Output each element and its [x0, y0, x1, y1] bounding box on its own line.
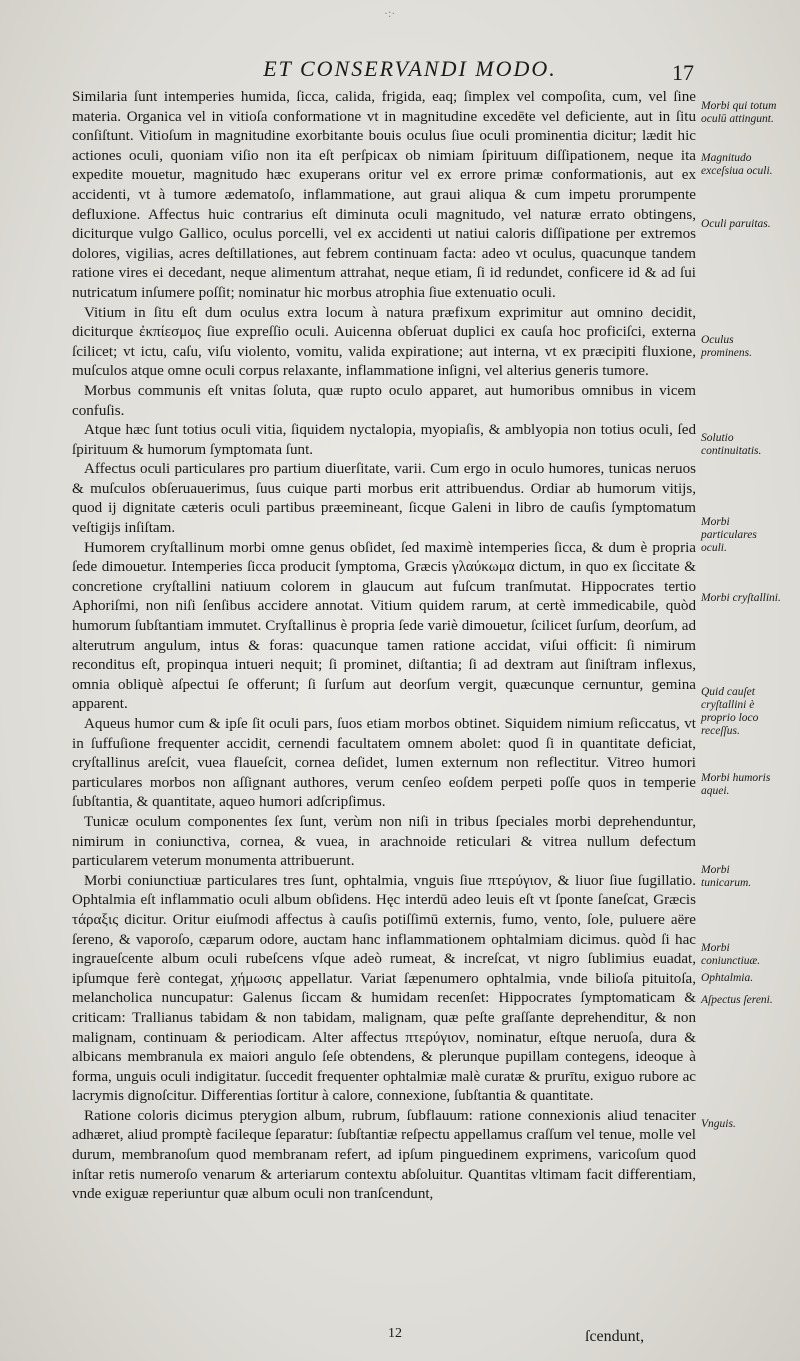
- main-text: [72, 88, 696, 1205]
- paragraph: Humorem cryſtallinum morbi omne genus obſidet, ſed maximè intemperies ſicca, & dum è propria ſede dimouetur. Intemperies ſicca producit ſymptoma, Græcis γλαύκωμα dictum, in quo ex ſiccitate & concretione cryſtallini natiuum colorem in glaucum aut fuſcum tranſmutat. Hippocrates tertio Aphoriſmi, non niſi ſenſibus accidere annotat. Vitium quidem rarum, at certè immedicabile, quòd humorum ſubſtantiam immutet. Cryſtallinus è propria ſede variè dimouetur, ſcilicet ſurſum, deorſum, ad alterutrum angulum, intus & foras: quacunque tamen ratione accidat, viſui officit: ſi nimirum reconditus eſt, propinqua intueri nequit; ſi prominet, diſtantia; ſi ad dextram aut ſiniſtram inflexus, omnia obliquè aſpectui ſe offerunt; ſi ſurſum aut deorſum vergit, quæcunque cernuntur, gemina apparent.: [72, 539, 696, 713]
- paragraph: Tunicæ oculum componentes ſex ſunt, verùm non niſi in tribus ſpeciales morbi deprehenduntur, nimirum in coniunctiva, cornea, & vuea, in arachnoide reticulari & vitrea nullum defectum particularem veterum monumenta attribuerunt.: [72, 813, 696, 870]
- marginal-note: Ophtalmia.: [701, 972, 754, 984]
- marginal-note: Vnguis.: [701, 1118, 736, 1130]
- marginal-note: Oculus prominens.: [701, 334, 753, 359]
- paragraph: Similaria ſunt intemperies humida, ſicca, calida, frigida, eaq; ſimplex vel compoſita, cum, vel ſine materia. Organica vel in vitioſa conformatione vt in magnitudine excedēte vel deficiente, aut in ſitu conſiſtunt. Vitioſum in magnitudine exorbitante bouis oculus ſiue oculi prominentia dicitur; lædit hic actiones oculi, quoniam viſio non ita eſt perſpicax ob nimiam ſpirituum diſſipationem, neque ita expedite mouetur, magnitudo hæc exuperans oritur vel ex errore primæ conformationis, aut ex accidenti, vt à tumore ædematoſo, inflammatione, aut graui aliqua & cum impetu prorumpente defluxione. Affectus huic contrarius eſt diminuta oculi magnitudo, vel naturæ errato obtingens, diciturque vulgo Gallico, oculus porcelli, vel ex accidenti ut natiui caloris diſſipatione per extremos dolores, vigilias, acres deſtillationes, aut febrem continuam facta: adeo vt oculus, quacunque tandem ratione vires ei decedant, neque alimentum attrahat, neque etiam, ſi id redundet, conficere id & ad ſui nutricatum inſumere poſſit; nominatur hic morbus atrophia ſiue extenuatio oculi.: [72, 89, 696, 301]
- marginal-note: Aſpectus ſereni.: [701, 994, 773, 1006]
- catchword: ſcendunt,: [585, 1328, 645, 1345]
- paragraph: Affectus oculi particulares pro partium diuerſitate, varii. Cum ergo in oculo humores, tunicas neruos & muſculos obſeruauerimus, ſuus cuique parti morbus erit attribuendus. Ordiar ab humorum vitijs, quod ij dignitate cæteris oculi partibus præemineant, ſicque Galeni in libro de cauſis ſymptomatum veſtigijs inſiſtam.: [72, 461, 696, 537]
- marginal-note: Solutio continuitatis.: [701, 432, 762, 457]
- marginal-note: Morbi humoris aquei.: [701, 772, 771, 797]
- marginal-note: Morbi particulares oculi.: [701, 516, 757, 554]
- paragraph: Aqueus humor cum & ipſe ſit oculi pars, ſuos etiam morbos obtinet. Siquidem nimium reſiccatus, vt in ſuffuſione frequenter accidit, cernendi facultatem omnem abolet: quod ſi in quantitate deficiat, cryſtallinus areſcit, vuea flaueſcit, cornea deſidet, lumen externum non reflectitur. Vitreo humori particulares morbos non aſſignant authores, verum cenſeo eoſdem perpeti poſſe quos in temperie ſubſtantia, & quantitate, aqueo humori adſcripſimus.: [72, 716, 696, 811]
- running-head: ET CONSERVANDI MODO.: [263, 56, 557, 81]
- paragraph: Atque hæc ſunt totius oculi vitia, ſiquidem nyctalopia, myopiaſis, & amblyopia non totius oculi, ſed ſpirituum & humorum ſymptomata ſunt.: [72, 422, 696, 458]
- marginal-note: Quid cauſet cryſtallini è proprio loco receſſus.: [701, 686, 759, 737]
- marginal-note: Oculi paruitas.: [701, 218, 771, 230]
- signature-mark: 12: [388, 1326, 402, 1341]
- paragraph: Vitium in ſitu eſt dum oculus extra locum à natura præfixum exprimitur aut omnino decidit, diciturque ἐκπίεσμος ſiue expreſſio oculi. Auicenna obſeruat duplici ex cauſa hoc proficiſci, externa ſcilicet; vt ictu, caſu, viſu violento, vomitu, valida expiratione; aut interna, vt ex præcipiti fluxione, muſculos atque omne oculi corpus relaxante, inflammatione inſigni, vel alterius generis tumore.: [72, 304, 696, 380]
- marginal-note: Morbi qui totum oculū attingunt.: [701, 100, 777, 125]
- marginal-note: Morbi tunicarum.: [701, 864, 752, 889]
- paragraph: Ratione coloris dicimus pterygion album, rubrum, ſubflauum: ratione connexionis aliud tenaciter adhæret, aliud promptè facileque ſeparatur: ſubſtantiæ reſpectu appellamus craſſum vel tenue, molle vel durum, membranoſum quod membranam refert, ad ipſum pinguedinem exprimens, varicoſum quod inſtar retis numeroſo venarum & arteriarum contextu abſoluitur. Quantitas vltimam facit differentiam, vnde exiguæ reperiuntur quæ album oculi non tranſcendunt,: [72, 1107, 696, 1203]
- marginal-note: Magnitudo exceſsiua oculi.: [701, 152, 773, 177]
- page-number: 17: [672, 60, 694, 85]
- paragraph: Morbus communis eſt vnitas ſoluta, quæ rupto oculo apparet, aut humoribus omnibus in vicem confuſis.: [72, 382, 696, 419]
- marginal-note: Morbi coniunctiuæ.: [701, 942, 761, 967]
- ink-mark: ·:·: [384, 6, 396, 20]
- paragraph: Morbi coniunctiuæ particulares tres ſunt, ophtalmia, vnguis ſiue πτερύγιον, & liuor ſiue ſugillatio. Ophtalmia eſt inflammatio oculi album obſidens. Hęc interdū adeo leuis eſt vt ſponte ſaneſcat, Græcis τάραξις dicitur. Oritur eiuſmodi affectus à cauſis potiſſimū externis, fumo, vento, ſole, puluere aëre ſereno, & vaporoſo, cæparum odore, auctam hanc inflammationem ophtalmiam dicimus. quòd ſi hac ingraueſcente album oculi rubeſcens vſque adeò rumeat, & increſcat, vt nigro ſublimius euadat, ipſumque ferè contegat, χήμωσις appellatur. Variat ſæpenumero ophtalmia, vnde bilioſa pituitoſa, melancholica nuncupatur: Galenus ſiccam & humidam recenſet: Hippocrates ſymptomaticam & criticam: Trallianus tabidam & non tabidam, malignam, quæ peſte graſſante deprehenditur, & non malignam, continuam & periodicam. Alter affectus πτερύγιον, nominatur, eſtque neruoſa, dura & albicans membranula ex maiori angulo ſeſe obtendens, & plerunque pupillam contegens, ideoque à forma, unguis oculi indigitatur. ſuccedit frequenter ophtalmiæ malè curatæ & prurītu, exiguo rubore ac lacrymis dignoſcitur. Differentias ſortitur à calore, connexione, ſubſtantia & quantitate.: [72, 872, 696, 1105]
- marginal-note: Morbi cryſtallini.: [701, 592, 781, 604]
